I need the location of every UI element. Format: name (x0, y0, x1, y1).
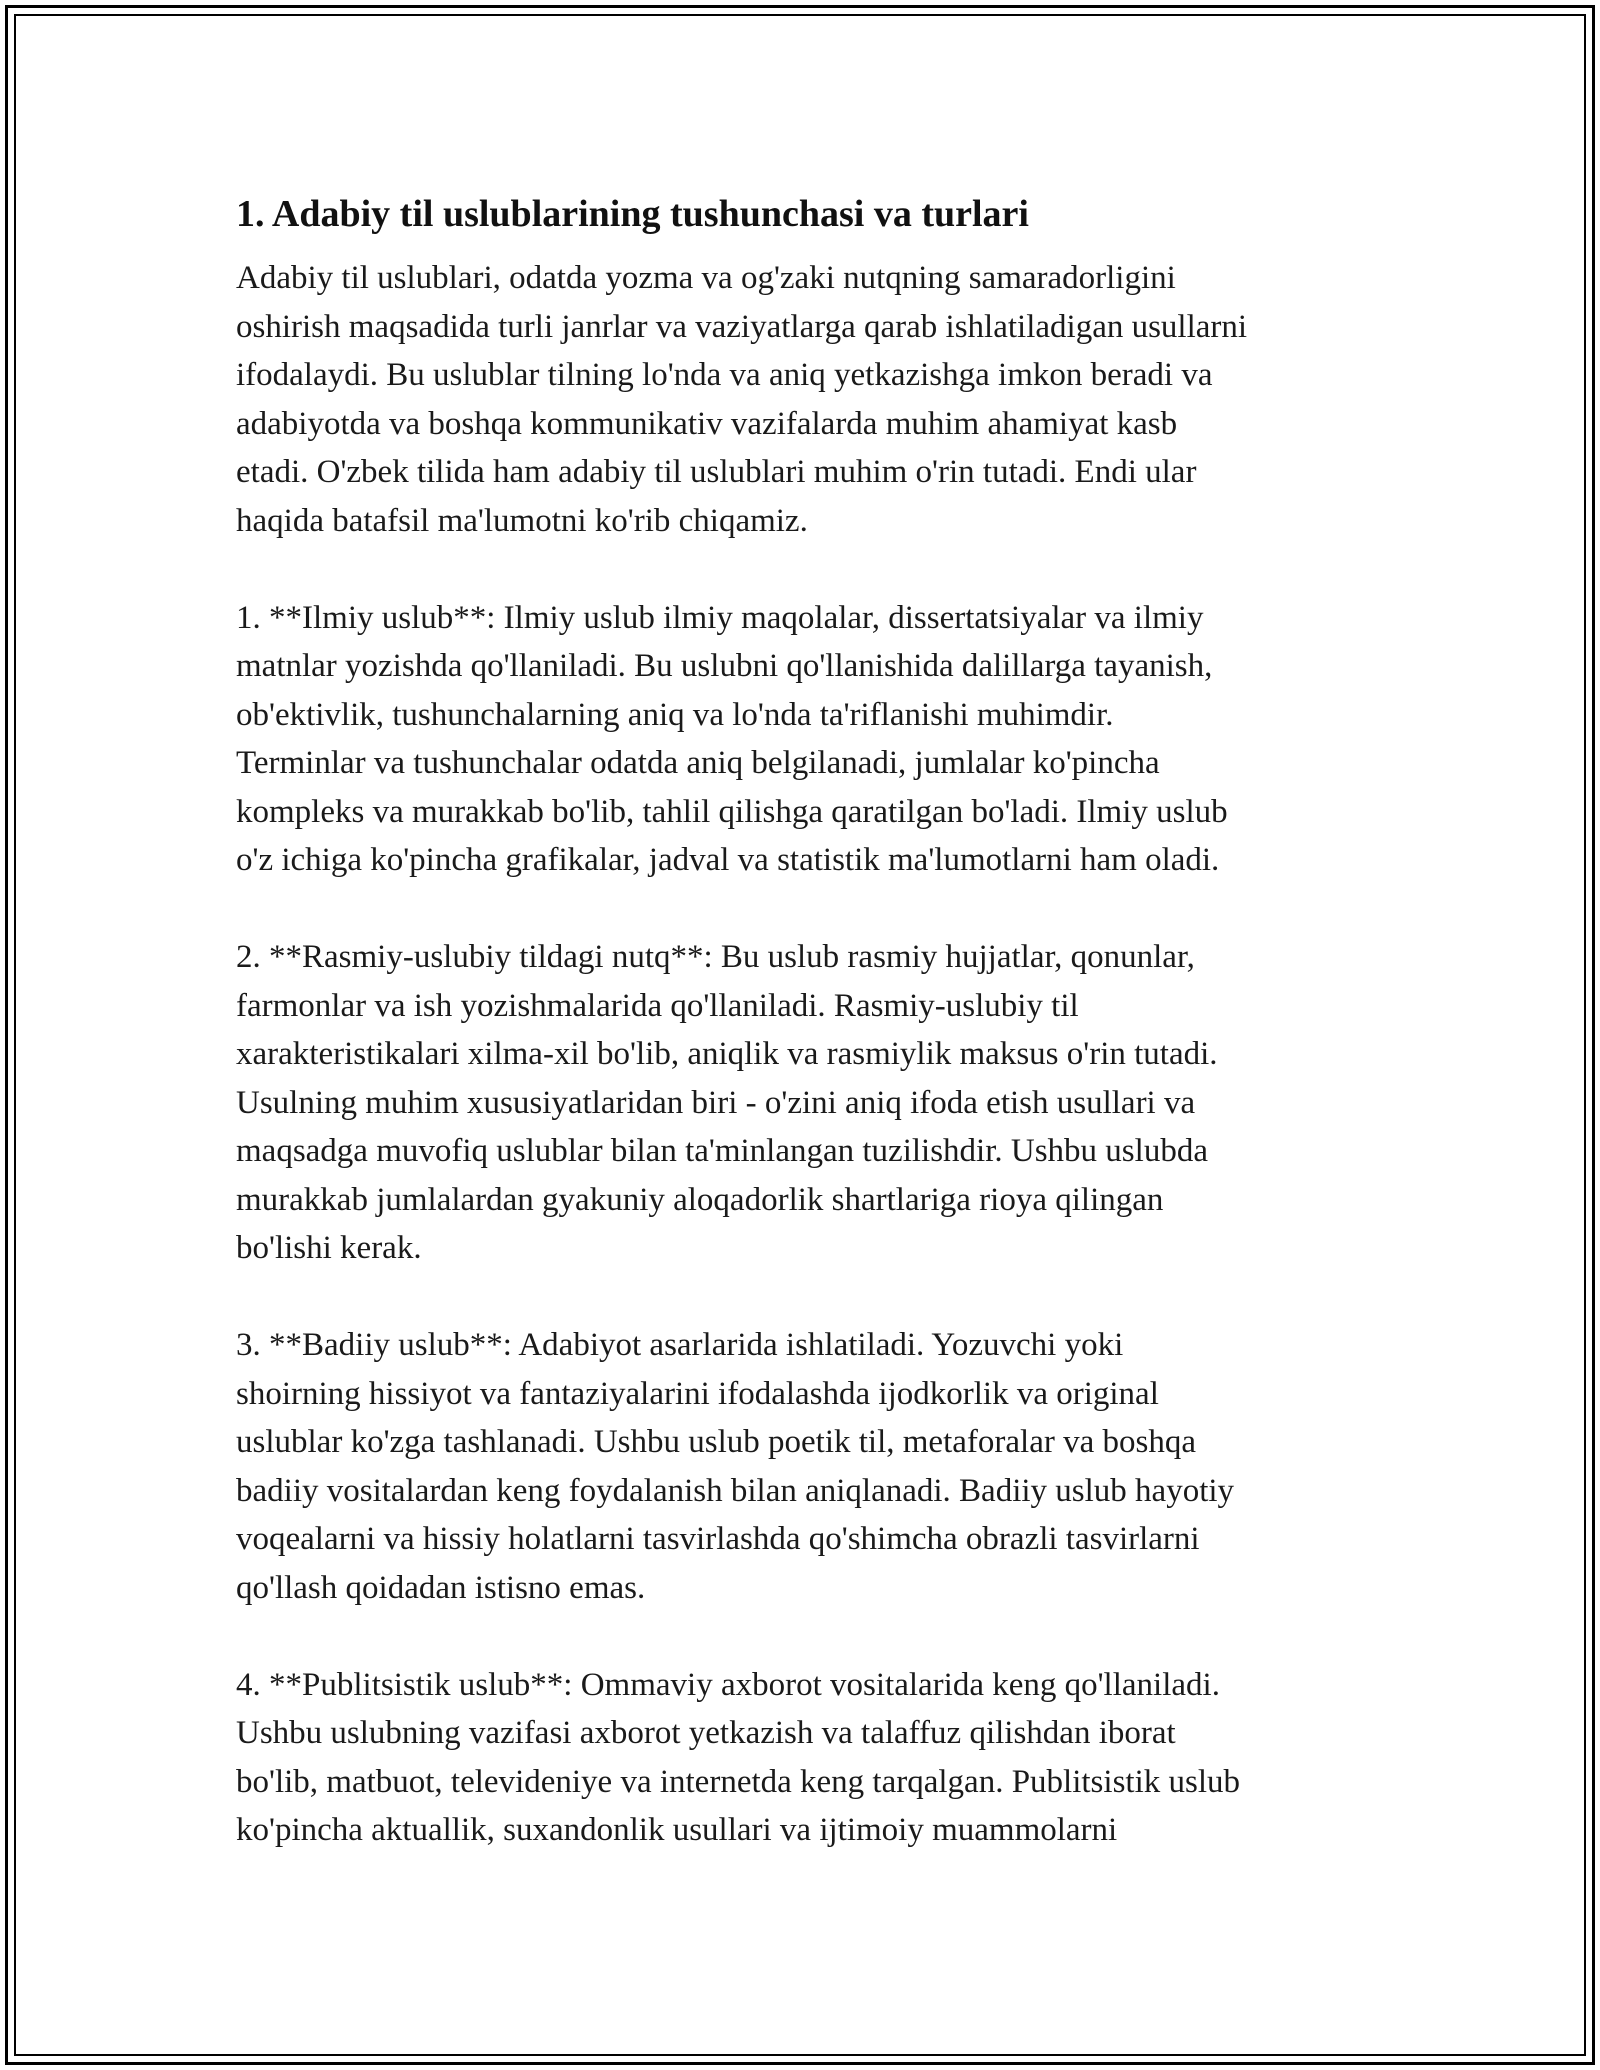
text-line: kompleks va murakkab bo'lib, tahlil qilishga qaratilgan bo'ladi. Ilmiy uslub (236, 793, 1228, 830)
text-line: uslublar ko'zga tashlanadi. Ushbu uslub poetik til, metaforalar va boshqa (236, 1424, 1196, 1460)
text-line: murakkab jumlalardan gyakuniy aloqadorlik shartlariga rioya qilingan (236, 1181, 1164, 1218)
text-line: shoirning hissiyot va fantaziyalarini ifodalashda ijodkorlik va original (236, 1375, 1159, 1412)
paragraph-2 (236, 594, 1376, 885)
text-line: farmonlar va ish yozishmalarida qo'llaniladi. Rasmiy-uslubiy til (236, 987, 1079, 1024)
text-line: badiiy vositalardan keng foydalanish bilan aniqlanadi. Badiiy uslub hayotiy (236, 1472, 1235, 1509)
text-line: etadi. O'zbek tilida ham adabiy til uslublari muhim o'rin tutadi. Endi ular (236, 454, 1197, 490)
text-line: Ushbu uslubning vazifasi axborot yetkazish va talaffuz qilishdan iborat (236, 1715, 1176, 1751)
paragraph-4 (236, 1321, 1376, 1612)
document-title: 1. Adabiy til uslublarining tushunchasi va turlari (236, 193, 1029, 235)
text-line: bo'lishi kerak. (236, 1230, 422, 1266)
text-line: haqida batafsil ma'lumotni ko'rib chiqamiz. (236, 502, 808, 539)
text-line: 2. **Rasmiy-uslubiy tildagi nutq**: Bu uslub rasmiy hujjatlar, qonunlar, (236, 939, 1195, 975)
text-line: qo'llash qoidadan istisno emas. (236, 1569, 646, 1606)
paragraph-1 (236, 254, 1376, 545)
text-line: oshirish maqsadida turli janrlar va vaziyatlarga qarab ishlatiladigan usullarni (236, 308, 1248, 345)
text-line: Terminlar va tushunchalar odatda aniq belgilanadi, jumlalar ko'pincha (236, 745, 1160, 781)
text-line: ko'pincha aktuallik, suxandonlik usullari va ijtimoiy muammolarni (236, 1812, 1118, 1848)
text-line: bo'lib, matbuot, televideniye va internetda keng tarqalgan. Publitsistik uslub (236, 1763, 1241, 1800)
paragraph-5 (236, 1661, 1376, 1855)
text-line: matnlar yozishda qo'llaniladi. Bu uslubni qo'llanishida dalillarga tayanish, (236, 648, 1213, 684)
text-line: ob'ektivlik, tushunchalarning aniq va lo'nda ta'riflanishi muhimdir. (236, 696, 1114, 733)
text-line: 1. **Ilmiy uslub**: Ilmiy uslub ilmiy maqolalar, dissertatsiyalar va ilmiy (236, 599, 1204, 636)
text-line: 4. **Publitsistik uslub**: Ommaviy axborot vositalarida keng qo'llaniladi. (236, 1666, 1220, 1703)
text-line: xarakteristikalari xilma-xil bo'lib, aniqlik va rasmiylik maksus o'rin tutadi. (236, 1036, 1218, 1072)
text-line: Adabiy til uslublari, odatda yozma va og'zaki nutqning samaradorligini (236, 260, 1176, 296)
text-line: o'z ichiga ko'pincha grafikalar, jadval va statistik ma'lumotlarni ham oladi. (236, 842, 1220, 878)
text-line: maqsadga muvofiq uslublar bilan ta'minlangan tuzilishdir. Ushbu uslubda (236, 1133, 1208, 1169)
document-body (236, 188, 1376, 1903)
text-line: Usulning muhim xususiyatlaridan biri - o'zini aniq ifoda etish usullari va (236, 1084, 1196, 1121)
paragraph-list (236, 254, 1376, 1855)
text-line: voqealarni va hissiy holatlarni tasvirlashda qo'shimcha obrazli tasvirlarni (236, 1521, 1200, 1557)
text-line: ifodalaydi. Bu uslublar tilning lo'nda va aniq yetkazishga imkon beradi va (236, 357, 1213, 393)
paragraph-3 (236, 933, 1376, 1273)
text-line: 3. **Badiiy uslub**: Adabiyot asarlarida ishlatiladi. Yozuvchi yoki (236, 1327, 1124, 1363)
text-line: adabiyotda va boshqa kommunikativ vazifalarda muhim ahamiyat kasb (236, 405, 1178, 442)
